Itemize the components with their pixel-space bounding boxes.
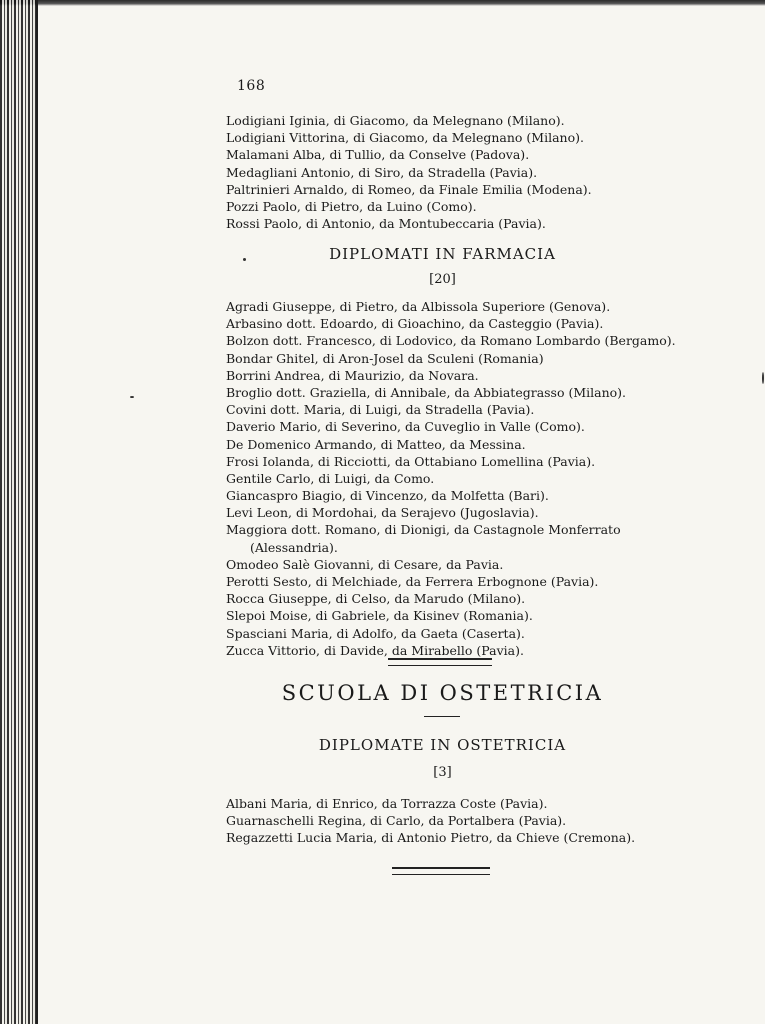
list-item: Malamani Alba, di Tullio, da Conselve (Padova). xyxy=(226,147,530,163)
list-item: Lodigiani Vittorina, di Giacomo, da Melegnano (Milano). xyxy=(226,130,584,146)
ostetricia-count: [3] xyxy=(433,765,452,780)
list-item: Rocca Giuseppe, di Celso, da Marudo (Milano). xyxy=(226,591,526,607)
list-item: Spasciani Maria, di Adolfo, da Gaeta (Caserta). xyxy=(226,625,525,641)
list-item: Arbasino dott. Edoardo, di Gioachino, da Casteggio (Pavia). xyxy=(226,316,604,332)
list-item: Rossi Paolo, di Antonio, da Montubeccaria (Pavia). xyxy=(226,216,546,232)
list-item: Borrini Andrea, di Maurizio, da Novara. xyxy=(226,367,479,383)
list-item: Omodeo Salè Giovanni, di Cesare, da Pavia. xyxy=(226,556,504,572)
scuola-title: SCUOLA DI OSTETRICIA xyxy=(281,681,604,705)
list-item: Slepoi Moise, di Gabriele, da Kisinev (Romania). xyxy=(226,608,533,624)
list-item: Zucca Vittorio, di Davide, da Mirabello (Pavia). xyxy=(226,642,524,658)
ostetricia-list xyxy=(226,795,635,847)
list-item: Maggiora dott. Romano, di Dionigi, da Castagnole Monferrato xyxy=(226,522,621,538)
ink-speck xyxy=(130,396,134,398)
ostetricia-heading: DIPLOMATE IN OSTETRICIA xyxy=(318,736,567,754)
list-item: Medagliani Antonio, di Siro, da Stradella (Pavia). xyxy=(226,164,538,180)
list-item: Gentile Carlo, di Luigi, da Como. xyxy=(226,470,435,486)
list-item-continuation: (Alessandria). xyxy=(250,539,338,555)
list-item: Frosi Iolanda, di Ricciotti, da Ottabiano Lomellina (Pavia). xyxy=(226,453,596,469)
list-item: Paltrinieri Arnaldo, di Romeo, da Finale Emilia (Modena). xyxy=(226,181,592,197)
section-divider xyxy=(388,658,492,666)
list-item: Levi Leon, di Mordohai, da Serajevo (Jugoslavia). xyxy=(226,505,539,521)
list-item: Bolzon dott. Francesco, di Lodovico, da Romano Lombardo (Bergamo). xyxy=(226,333,676,349)
list-item: Guarnaschelli Regina, di Carlo, da Portalbera (Pavia). xyxy=(226,813,567,829)
list-item: Agradi Giuseppe, di Pietro, da Albissola Superiore (Genova). xyxy=(226,299,611,314)
list-item: Covini dott. Maria, di Luigi, da Stradella (Pavia). xyxy=(226,402,535,418)
farmacia-list xyxy=(226,298,676,659)
farmacia-heading: DIPLOMATI IN FARMACIA xyxy=(329,245,556,263)
list-item: Regazzetti Lucia Maria, di Antonio Pietro, da Chieve (Cremona). xyxy=(226,830,636,846)
ink-speck xyxy=(762,372,764,384)
list-item: Albani Maria, di Enrico, da Torrazza Coste (Pavia). xyxy=(226,796,548,811)
list-item: Bondar Ghitel, di Aron-Josel da Sculeni (Romania) xyxy=(226,350,544,366)
list-item: Giancaspro Biagio, di Vincenzo, da Molfetta (Bari). xyxy=(226,488,549,504)
ink-speck xyxy=(243,258,246,261)
list-item: Pozzi Paolo, di Pietro, da Luino (Como). xyxy=(226,198,477,214)
list-item: Daverio Mario, di Severino, da Cuveglio in Valle (Como). xyxy=(226,419,585,435)
farmacia-count: [20] xyxy=(429,272,456,287)
page-number: 168 xyxy=(237,78,266,94)
list-item: Lodigiani Iginia, di Giacomo, da Melegnano (Milano). xyxy=(226,113,565,128)
graduates-list-continued xyxy=(226,112,592,232)
title-underline xyxy=(424,716,460,717)
list-item: De Domenico Armando, di Matteo, da Messina. xyxy=(226,436,526,452)
end-divider xyxy=(392,867,490,875)
list-item: Perotti Sesto, di Melchiade, da Ferrera Erbognone (Pavia). xyxy=(226,574,599,589)
list-item: Broglio dott. Graziella, di Annibale, da Abbiategrasso (Milano). xyxy=(226,384,627,400)
